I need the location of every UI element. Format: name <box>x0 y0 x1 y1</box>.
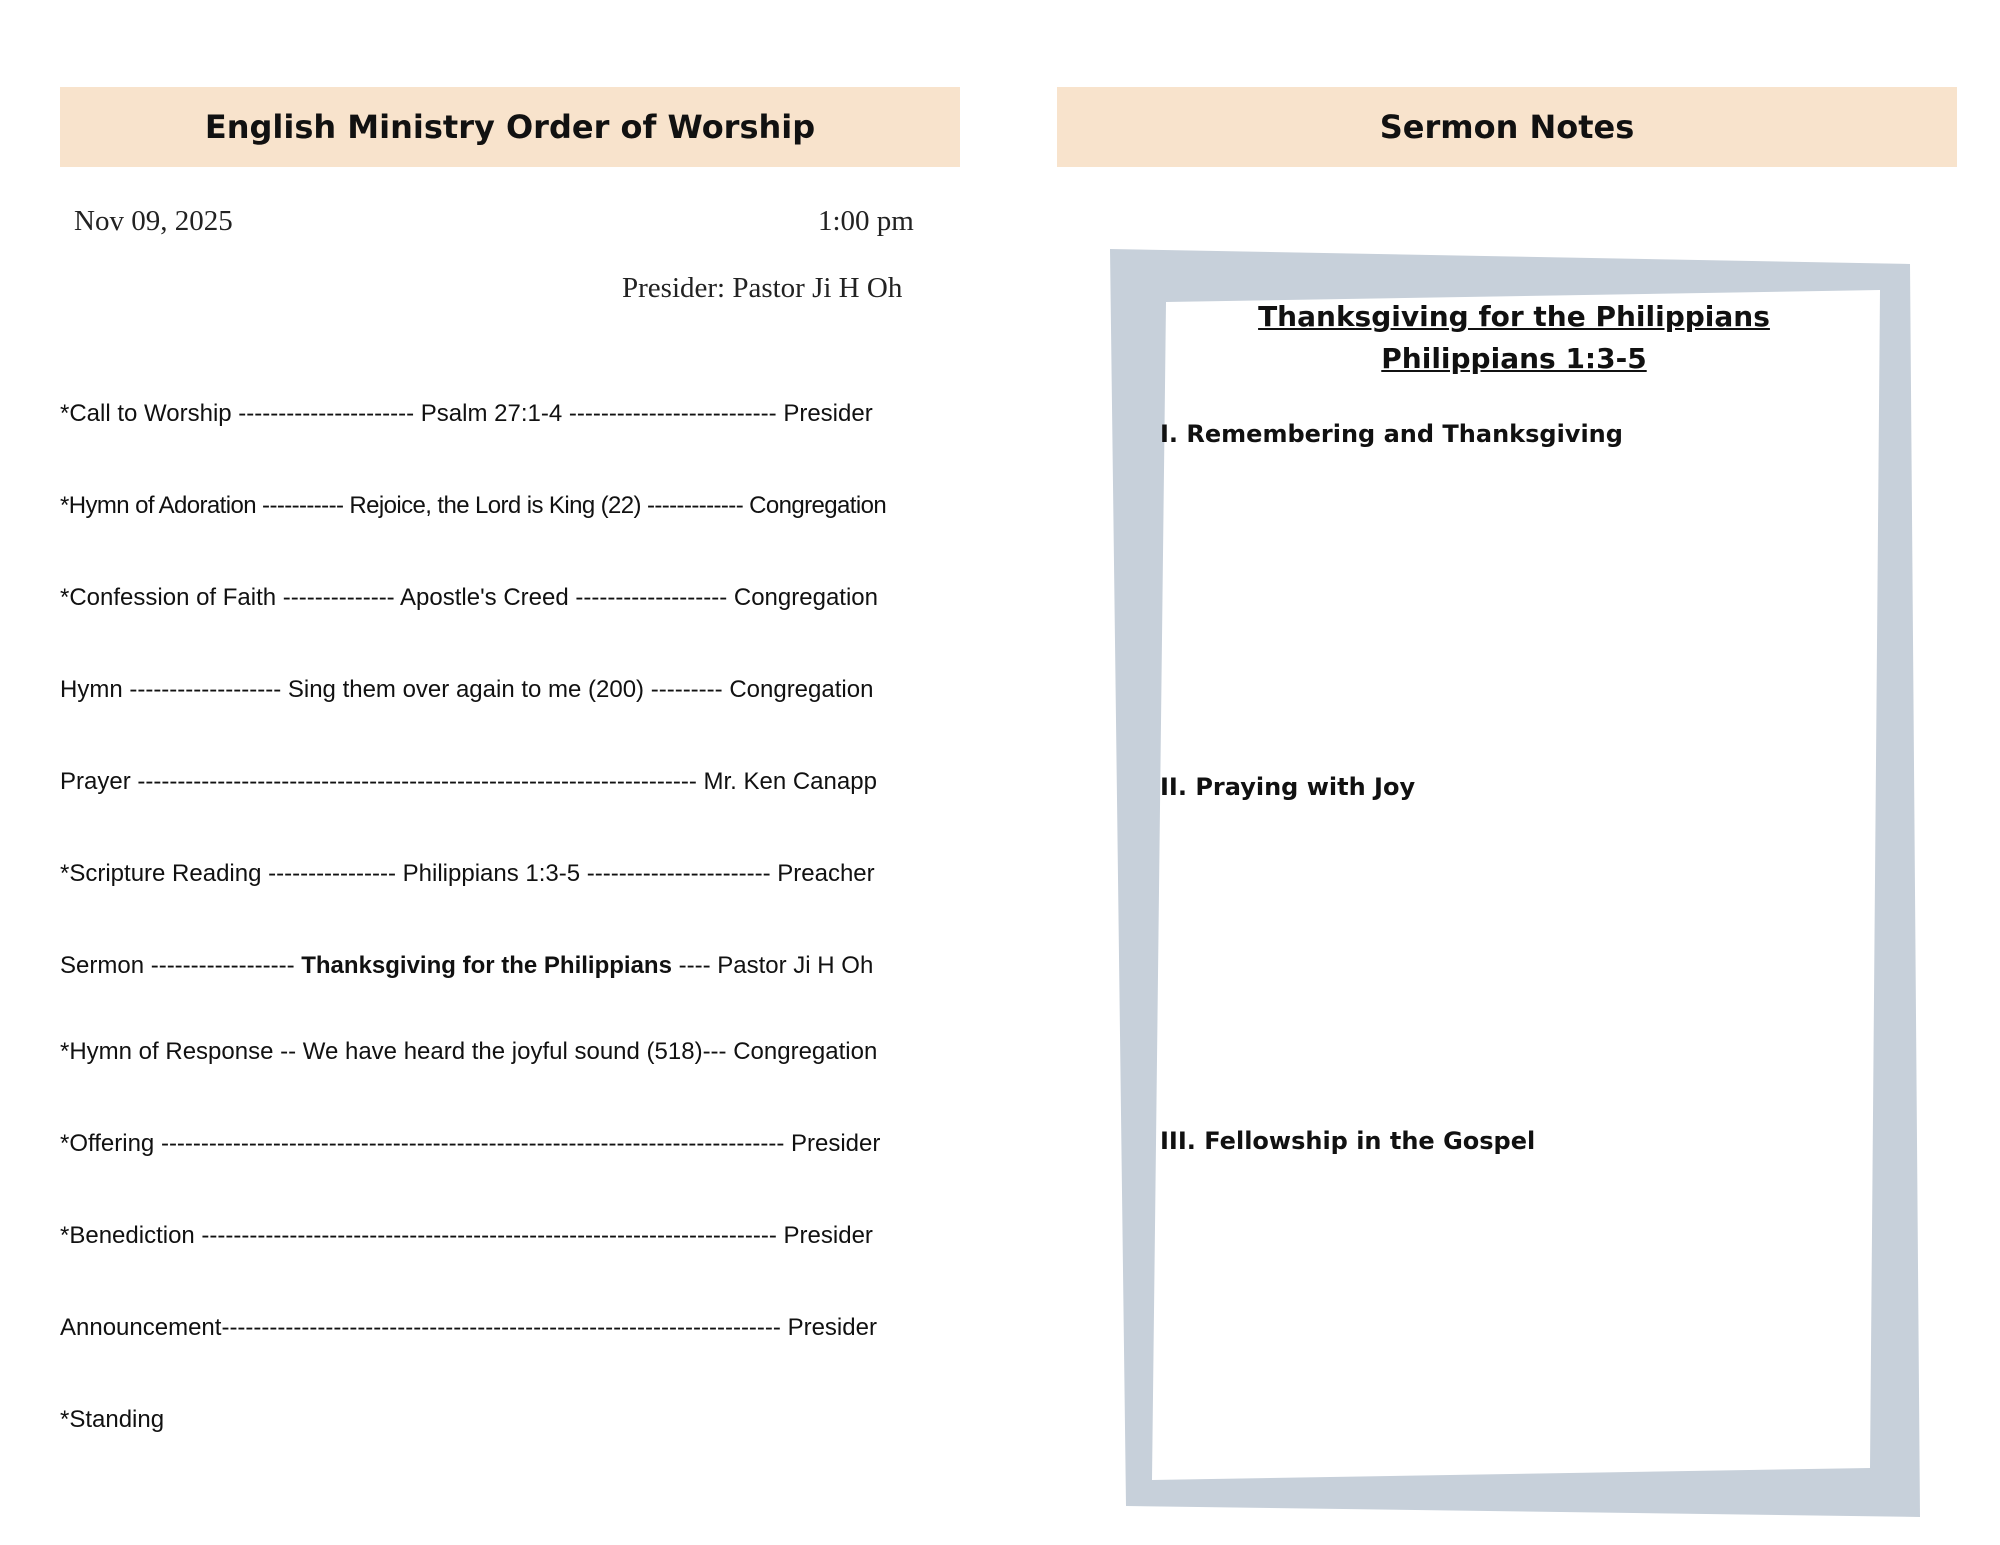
standing-note: *Standing <box>60 1406 165 1433</box>
order-of-worship-header <box>60 87 960 167</box>
order-of-worship-title: English Ministry Order of Worship <box>204 108 816 146</box>
service-time: 1:00 pm <box>818 205 914 237</box>
notes-scripture-passage: Philippians 1:3-5 <box>1381 342 1647 375</box>
notes-point-3: III. Fellowship in the Gospel <box>1160 1127 1536 1155</box>
sermon-notes-heading: Sermon Notes <box>1379 108 1635 146</box>
order-item-sermon <box>60 952 940 980</box>
order-item-call-to-worship: *Call to Worship ---------------------- Psalm 27:1-4 -------------------------- Presider <box>60 400 873 427</box>
order-item-prayer: Prayer ---------------------------------------------------------------------- Mr. Ken Canapp <box>60 768 877 795</box>
service-date: Nov 09, 2025 <box>74 205 233 237</box>
sermon-title: Thanksgiving for the Philippians <box>301 952 672 979</box>
notes-sermon-title: Thanksgiving for the Philippians <box>1258 300 1770 333</box>
presider-line: Presider: Pastor Ji H Oh <box>622 272 903 304</box>
order-item-announcement: Announcement---------------------------------------------------------------------- Presider <box>60 1314 877 1341</box>
notes-point-1: I. Remembering and Thanksgiving <box>1160 420 1623 448</box>
sermon-notes-header <box>1057 87 1957 167</box>
sermon-preacher: ---- Pastor Ji H Oh <box>671 952 874 979</box>
order-item-offering: *Offering ------------------------------------------------------------------------------ Presider <box>60 1130 881 1157</box>
order-item-confession-of-faith: *Confession of Faith -------------- Apostle's Creed ------------------- Congregation <box>60 584 878 611</box>
notes-point-2: II. Praying with Joy <box>1160 773 1416 801</box>
order-item-hymn: Hymn ------------------- Sing them over again to me (200) --------- Congregation <box>60 676 874 703</box>
order-item-hymn-of-adoration: *Hymn of Adoration ----------- Rejoice, the Lord is King (22) ------------- Congregation <box>60 492 887 519</box>
sermon-label: Sermon ------------------ <box>60 952 302 979</box>
order-item-scripture-reading: *Scripture Reading ---------------- Philippians 1:3-5 ----------------------- Preacher <box>60 860 875 887</box>
order-item-benediction: *Benediction ------------------------------------------------------------------------ Presider <box>60 1222 873 1249</box>
order-item-hymn-of-response: *Hymn of Response -- We have heard the joyful sound (518)--- Congregation <box>60 1038 878 1065</box>
